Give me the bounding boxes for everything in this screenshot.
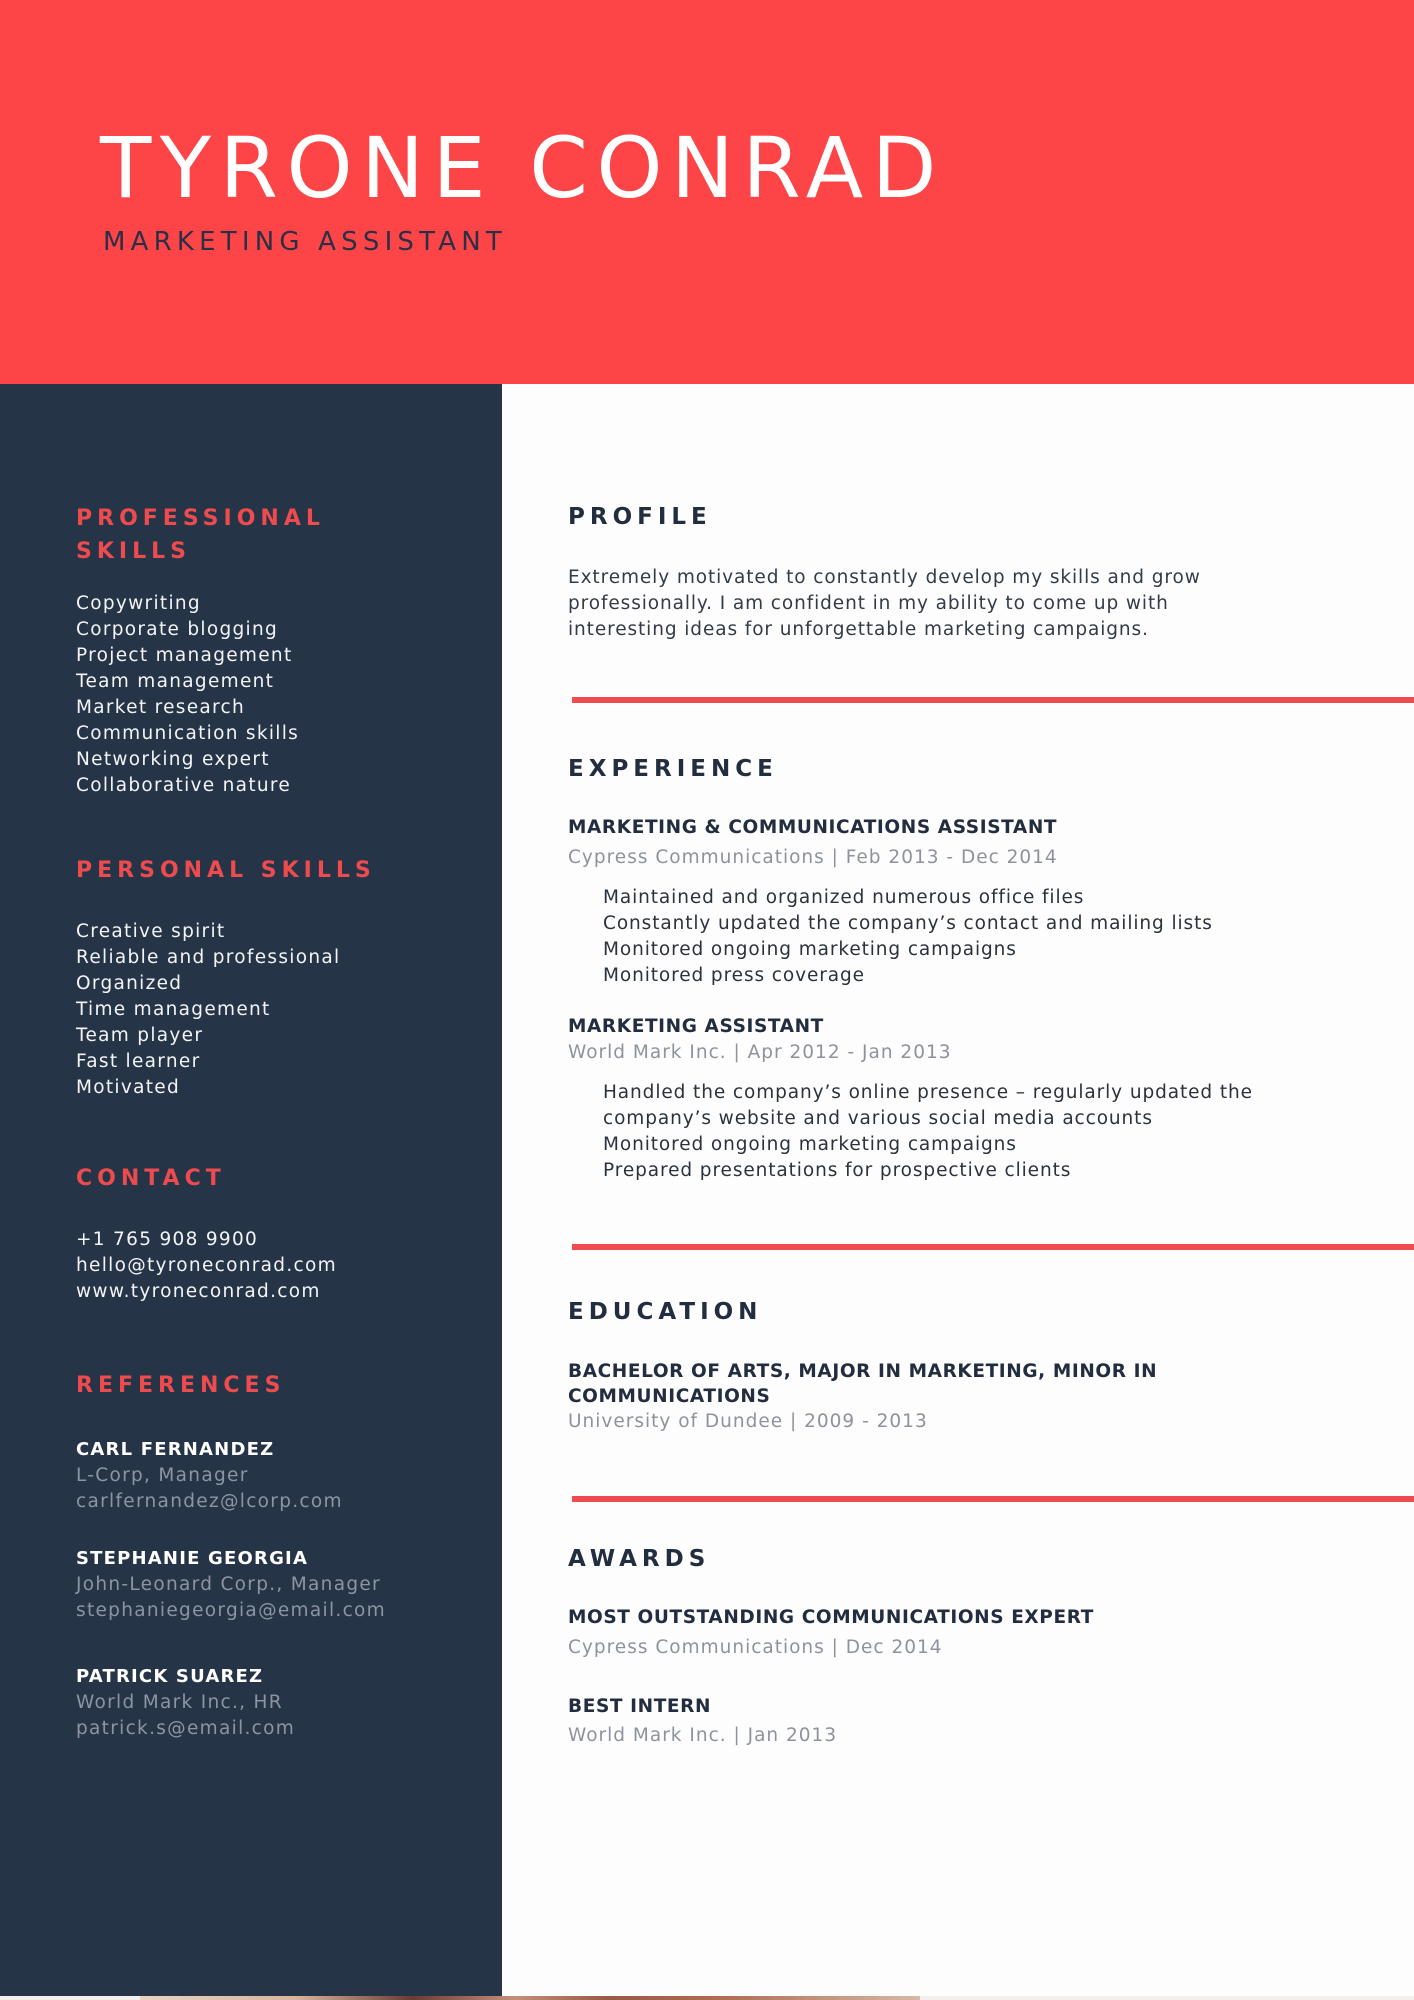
- contact-list: [76, 1227, 337, 1305]
- award-meta: Cypress Communications | Dec 2014: [568, 1637, 943, 1658]
- photo-fragment: [140, 1996, 920, 2000]
- award-meta: World Mark Inc. | Jan 2013: [568, 1725, 838, 1746]
- skill-item: Time management: [76, 999, 271, 1020]
- skill-item: Team management: [76, 671, 275, 692]
- profile-text: [568, 565, 1268, 643]
- contact-heading: CONTACT: [76, 1166, 226, 1191]
- professional-skills-heading-line1: PROFESSIONAL: [76, 506, 325, 531]
- references-heading: REFERENCES: [76, 1373, 286, 1398]
- profile-line: Extremely motivated to constantly develop my skills and grow: [568, 567, 1201, 588]
- reference-name: PATRICK SUAREZ: [76, 1666, 264, 1687]
- degree-line: COMMUNICATIONS: [568, 1386, 771, 1407]
- candidate-role: MARKETING ASSISTANT: [103, 227, 507, 257]
- profile-heading: PROFILE: [568, 504, 712, 530]
- job-duties: [603, 885, 1323, 989]
- reference-email[interactable]: carlfernandez@lcorp.com: [76, 1491, 343, 1512]
- reference-item: [76, 1546, 386, 1624]
- bottom-photo-strip: [0, 1996, 1414, 2000]
- professional-skills-heading: [76, 502, 325, 568]
- job-duty: Constantly updated the company’s contact and mailing lists: [603, 913, 1213, 934]
- skill-item: Reliable and professional: [76, 947, 341, 968]
- skill-item: Fast learner: [76, 1051, 201, 1072]
- profile-line: interesting ideas for unforgettable marketing campaigns.: [568, 619, 1149, 640]
- resume-header: [0, 0, 1414, 384]
- skill-item: Project management: [76, 645, 293, 666]
- reference-name: STEPHANIE GEORGIA: [76, 1548, 309, 1569]
- job-title: MARKETING ASSISTANT: [568, 1016, 824, 1037]
- skill-item: Market research: [76, 697, 246, 718]
- reference-email[interactable]: patrick.s@email.com: [76, 1718, 296, 1739]
- experience-heading: EXPERIENCE: [568, 756, 778, 782]
- contact-phone[interactable]: +1 765 908 9900: [76, 1229, 259, 1250]
- profile-line: professionally. I am confident in my ability to come up with: [568, 593, 1169, 614]
- education-heading: EDUCATION: [568, 1299, 763, 1325]
- job-duty: Monitored ongoing marketing campaigns: [603, 939, 1017, 960]
- section-divider: [572, 1496, 1414, 1502]
- job-duty: Prepared presentations for prospective clients: [603, 1160, 1072, 1181]
- reference-item: [76, 1437, 343, 1515]
- contact-website[interactable]: www.tyroneconrad.com: [76, 1281, 321, 1302]
- job-duty: company’s website and various social media accounts: [603, 1108, 1153, 1129]
- education-meta: University of Dundee | 2009 - 2013: [568, 1411, 928, 1432]
- reference-item: [76, 1664, 295, 1742]
- job-duty: Maintained and organized numerous office files: [603, 887, 1085, 908]
- job-duty: Monitored press coverage: [603, 965, 865, 986]
- awards-heading: AWARDS: [568, 1546, 711, 1572]
- skill-item: Copywriting: [76, 593, 201, 614]
- job-meta: World Mark Inc. | Apr 2012 - Jan 2013: [568, 1042, 952, 1063]
- section-divider: [572, 697, 1414, 703]
- skill-item: Collaborative nature: [76, 775, 292, 796]
- award-title: MOST OUTSTANDING COMMUNICATIONS EXPERT: [568, 1607, 1094, 1628]
- reference-company: John-Leonard Corp., Manager: [76, 1574, 381, 1595]
- skill-item: Creative spirit: [76, 921, 226, 942]
- degree-line: BACHELOR OF ARTS, MAJOR IN MARKETING, MINOR IN: [568, 1361, 1158, 1382]
- personal-skills-heading: PERSONAL SKILLS: [76, 858, 376, 883]
- job-duty: Monitored ongoing marketing campaigns: [603, 1134, 1017, 1155]
- skill-item: Organized: [76, 973, 183, 994]
- skill-item: Networking expert: [76, 749, 270, 770]
- skill-item: Motivated: [76, 1077, 181, 1098]
- personal-skills-list: [76, 919, 340, 1101]
- professional-skills-list: [76, 591, 299, 799]
- job-duties: [603, 1080, 1323, 1184]
- skill-item: Team player: [76, 1025, 204, 1046]
- job-title: MARKETING & COMMUNICATIONS ASSISTANT: [568, 817, 1058, 838]
- section-divider: [572, 1244, 1414, 1250]
- skill-item: Communication skills: [76, 723, 300, 744]
- reference-email[interactable]: stephaniegeorgia@email.com: [76, 1600, 386, 1621]
- sidebar: [0, 384, 502, 1996]
- reference-name: CARL FERNANDEZ: [76, 1439, 275, 1460]
- job-meta: Cypress Communications | Feb 2013 - Dec 2014: [568, 847, 1058, 868]
- professional-skills-heading-line2: SKILLS: [76, 539, 191, 564]
- candidate-name: TYRONE CONRAD: [100, 119, 945, 217]
- contact-email[interactable]: hello@tyroneconrad.com: [76, 1255, 337, 1276]
- reference-company: L-Corp, Manager: [76, 1465, 249, 1486]
- award-title: BEST INTERN: [568, 1696, 712, 1717]
- main-content: [502, 384, 1414, 1996]
- job-duty: Handled the company’s online presence – regularly updated the: [603, 1082, 1253, 1103]
- skill-item: Corporate blogging: [76, 619, 279, 640]
- reference-company: World Mark Inc., HR: [76, 1692, 283, 1713]
